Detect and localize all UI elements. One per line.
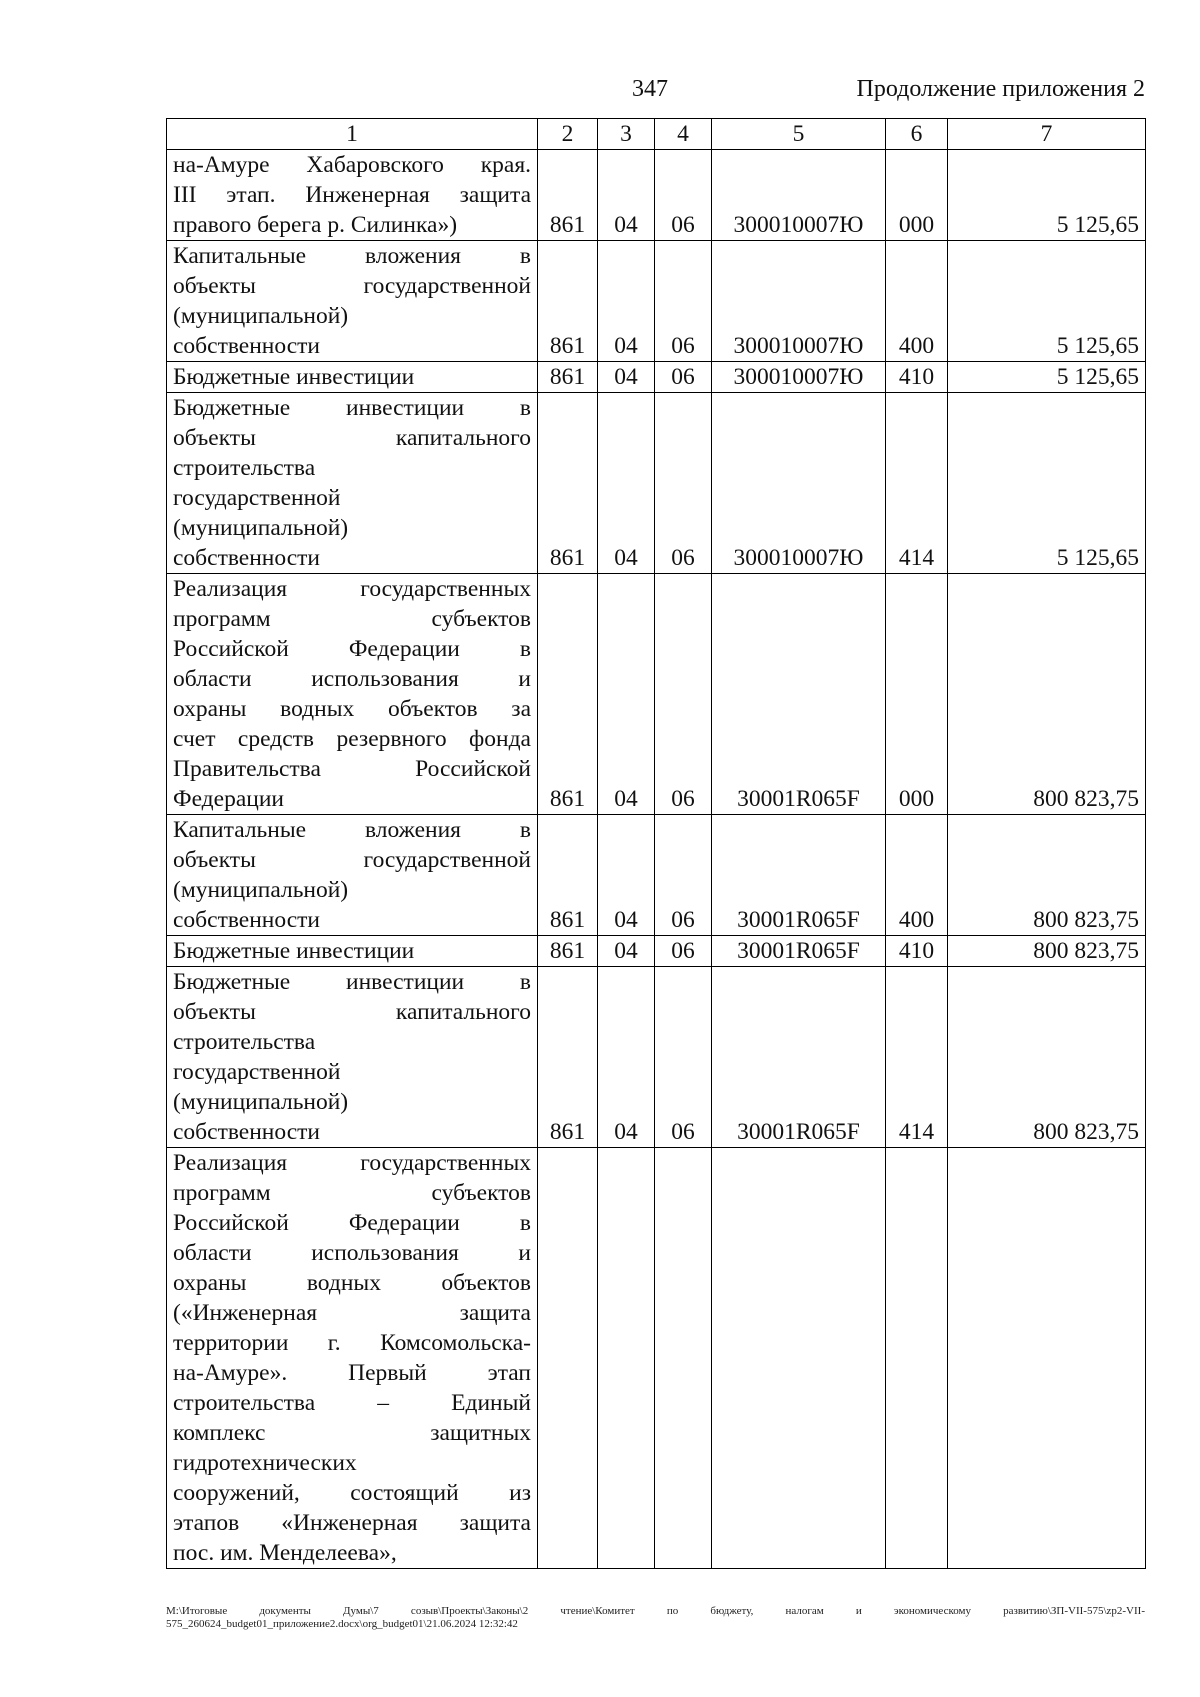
description-line: (муниципальной) xyxy=(173,515,349,541)
expense-type-code: 000 xyxy=(886,574,948,815)
column-header: 7 xyxy=(948,119,1146,150)
expense-type-code: 400 xyxy=(886,815,948,936)
subsection-code: 06 xyxy=(655,815,712,936)
description-line: Бюджетные инвестиции xyxy=(173,364,415,390)
description-line: комплекс защитных xyxy=(173,1420,531,1446)
amount: 800 823,75 xyxy=(948,936,1146,967)
table-row xyxy=(167,574,1146,815)
target-item-code: 300010007Ю xyxy=(712,150,886,241)
description-line: собственности xyxy=(173,907,320,933)
expense-type-code: 410 xyxy=(886,362,948,393)
column-header: 6 xyxy=(886,119,948,150)
column-header: 4 xyxy=(655,119,712,150)
row-description xyxy=(167,967,538,1148)
subsection-code: 06 xyxy=(655,393,712,574)
subsection-code xyxy=(655,1148,712,1569)
description-line: (муниципальной) xyxy=(173,1089,349,1115)
description-line: Российской Федерации в xyxy=(173,1210,531,1236)
subsection-code: 06 xyxy=(655,574,712,815)
description-line: на-Амуре». Первый этап xyxy=(173,1360,531,1386)
description-line: Правительства Российской xyxy=(173,756,531,782)
section-code: 04 xyxy=(598,241,655,362)
section-code: 04 xyxy=(598,150,655,241)
section-code: 04 xyxy=(598,936,655,967)
column-header: 3 xyxy=(598,119,655,150)
continuation-label: Продолжение приложения 2 xyxy=(856,76,1145,102)
subsection-code: 06 xyxy=(655,967,712,1148)
expense-type-code: 400 xyxy=(886,241,948,362)
row-description xyxy=(167,936,538,967)
table-row xyxy=(167,362,1146,393)
subsection-code: 06 xyxy=(655,936,712,967)
column-header: 1 xyxy=(167,119,538,150)
row-description xyxy=(167,150,538,241)
description-line: Реализация государственных xyxy=(173,1150,531,1176)
description-line: территории г. Комсомольска- xyxy=(173,1330,531,1356)
section-code: 04 xyxy=(598,393,655,574)
description-line: Бюджетные инвестиции в xyxy=(173,969,531,995)
ministry-code: 861 xyxy=(538,150,598,241)
table-row xyxy=(167,1148,1146,1569)
target-item-code: 30001R065F xyxy=(712,574,886,815)
description-line: программ субъектов xyxy=(173,1180,531,1206)
description-line: программ субъектов xyxy=(173,606,531,632)
table-row xyxy=(167,393,1146,574)
ministry-code: 861 xyxy=(538,393,598,574)
ministry-code: 861 xyxy=(538,815,598,936)
table-row xyxy=(167,150,1146,241)
description-line: Реализация государственных xyxy=(173,576,531,602)
ministry-code: 861 xyxy=(538,362,598,393)
amount xyxy=(948,1148,1146,1569)
amount: 5 125,65 xyxy=(948,241,1146,362)
expense-type-code: 414 xyxy=(886,393,948,574)
table-row xyxy=(167,967,1146,1148)
description-line: Капитальные вложения в xyxy=(173,817,531,843)
description-line: собственности xyxy=(173,545,320,571)
description-line: этапов «Инженерная защита xyxy=(173,1510,531,1536)
subsection-code: 06 xyxy=(655,241,712,362)
table-row xyxy=(167,241,1146,362)
file-path-footer: М:\Итоговые документы Думы\7 созыв\Проекты\Законы\2 чтение\Комитет по бюджету, налогам и экономическому развитию\ЗП-VII-575\zp2-VII-575_260624_budget01_приложение2.docx\org_budget01\21.06.2024 12:32:42 xyxy=(166,1605,1145,1630)
column-header: 2 xyxy=(538,119,598,150)
column-header-row xyxy=(167,119,1146,150)
target-item-code: 30001R065F xyxy=(712,815,886,936)
description-line: Бюджетные инвестиции в xyxy=(173,395,531,421)
amount: 800 823,75 xyxy=(948,815,1146,936)
expense-type-code: 410 xyxy=(886,936,948,967)
description-line: Бюджетные инвестиции xyxy=(173,938,415,964)
description-line: III этап. Инженерная защита xyxy=(173,182,531,208)
description-line: собственности xyxy=(173,1119,320,1145)
description-line: строительства – Единый xyxy=(173,1390,531,1416)
description-line: (муниципальной) xyxy=(173,877,349,903)
row-description xyxy=(167,241,538,362)
amount: 800 823,75 xyxy=(948,967,1146,1148)
row-description xyxy=(167,1148,538,1569)
expense-type-code xyxy=(886,1148,948,1569)
description-line: правого берега р. Силинка») xyxy=(173,212,458,238)
description-line: объекты государственной xyxy=(173,273,531,299)
expense-type-code: 000 xyxy=(886,150,948,241)
description-line: Федерации xyxy=(173,786,284,812)
ministry-code: 861 xyxy=(538,574,598,815)
section-code: 04 xyxy=(598,815,655,936)
description-line: сооружений, состоящий из xyxy=(173,1480,531,1506)
section-code: 04 xyxy=(598,967,655,1148)
description-line: Капитальные вложения в xyxy=(173,243,531,269)
description-line: области использования и xyxy=(173,1240,531,1266)
amount: 800 823,75 xyxy=(948,574,1146,815)
description-line: гидротехнических xyxy=(173,1450,357,1476)
description-line: («Инженерная защита xyxy=(173,1300,531,1326)
description-line: объекты капитального xyxy=(173,999,531,1025)
amount: 5 125,65 xyxy=(948,393,1146,574)
ministry-code: 861 xyxy=(538,936,598,967)
page-number: 347 xyxy=(632,76,668,102)
subsection-code: 06 xyxy=(655,362,712,393)
description-line: собственности xyxy=(173,333,320,359)
description-line: счет средств резервного фонда xyxy=(173,726,531,752)
amount: 5 125,65 xyxy=(948,150,1146,241)
target-item-code: 30001R065F xyxy=(712,967,886,1148)
description-line: охраны водных объектов за xyxy=(173,696,531,722)
target-item-code: 300010007Ю xyxy=(712,241,886,362)
section-code: 04 xyxy=(598,362,655,393)
table-row xyxy=(167,815,1146,936)
description-line: строительства xyxy=(173,455,316,481)
section-code xyxy=(598,1148,655,1569)
description-line: на-Амуре Хабаровского края. xyxy=(173,152,531,178)
expense-type-code: 414 xyxy=(886,967,948,1148)
description-line: государственной xyxy=(173,485,341,511)
description-line: области использования и xyxy=(173,666,531,692)
target-item-code xyxy=(712,1148,886,1569)
subsection-code: 06 xyxy=(655,150,712,241)
description-line: строительства xyxy=(173,1029,316,1055)
table-row xyxy=(167,936,1146,967)
description-line: Российской Федерации в xyxy=(173,636,531,662)
row-description xyxy=(167,815,538,936)
column-header: 5 xyxy=(712,119,886,150)
description-line: объекты капитального xyxy=(173,425,531,451)
description-line: объекты государственной xyxy=(173,847,531,873)
target-item-code: 300010007Ю xyxy=(712,393,886,574)
description-line: охраны водных объектов xyxy=(173,1270,531,1296)
description-line: пос. им. Менделеева», xyxy=(173,1540,397,1566)
section-code: 04 xyxy=(598,574,655,815)
description-line: государственной xyxy=(173,1059,341,1085)
target-item-code: 30001R065F xyxy=(712,936,886,967)
ministry-code xyxy=(538,1148,598,1569)
row-description xyxy=(167,393,538,574)
budget-table xyxy=(166,118,1146,1569)
row-description xyxy=(167,574,538,815)
row-description xyxy=(167,362,538,393)
ministry-code: 861 xyxy=(538,967,598,1148)
target-item-code: 300010007Ю xyxy=(712,362,886,393)
description-line: (муниципальной) xyxy=(173,303,349,329)
amount: 5 125,65 xyxy=(948,362,1146,393)
ministry-code: 861 xyxy=(538,241,598,362)
